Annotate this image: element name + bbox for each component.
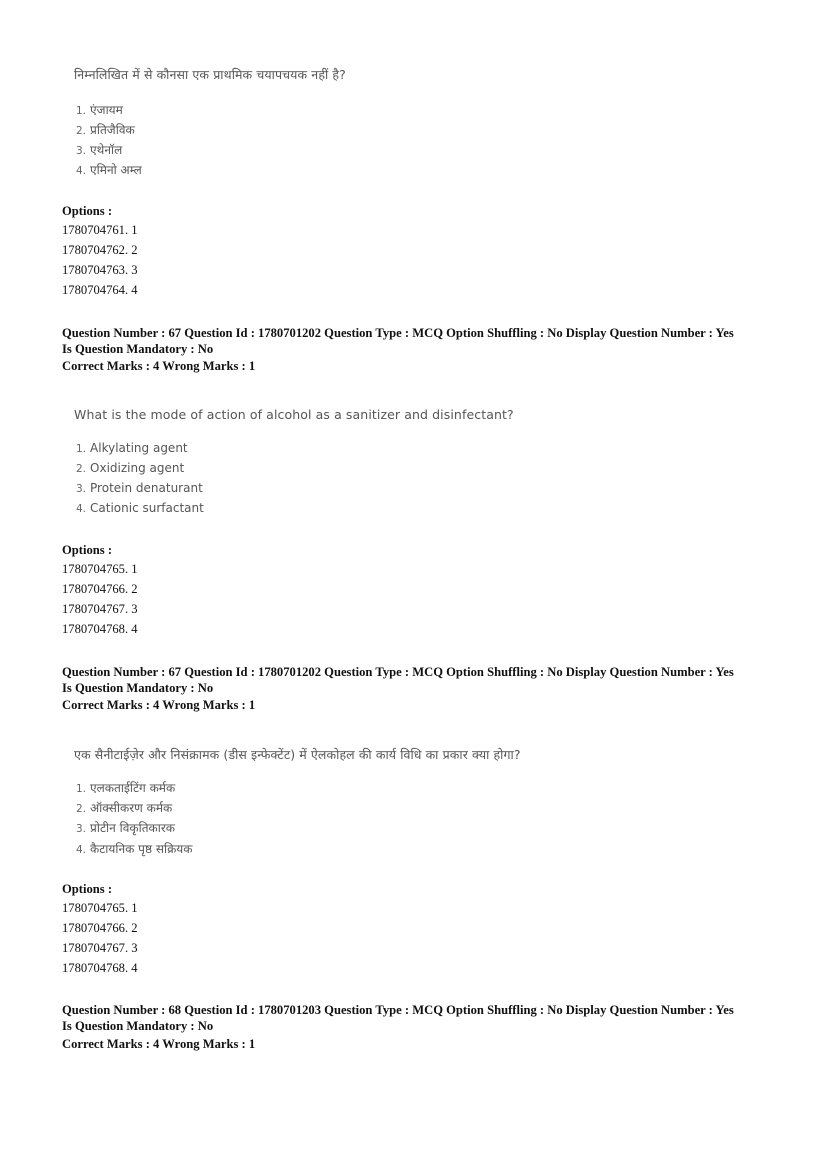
answer-choice: 4. Cationic surfactant <box>76 501 204 515</box>
option-id: 1780704768. 4 <box>62 622 138 636</box>
question-text: निम्नलिखित में से कौनसा एक प्राथमिक चयापचयक नहीं है? <box>74 67 346 82</box>
answer-choice: 3. Protein denaturant <box>76 481 203 495</box>
question-header: Question Number : 68 Question Id : 1780701203 Question Type : MCQ Option Shuffling : No Display Question Number : Yes <box>62 1003 734 1017</box>
answer-choice: 2. ऑक्सीकरण कर्मक <box>76 801 173 815</box>
answer-choice: 1. Alkylating agent <box>76 441 188 455</box>
question-text: What is the mode of action of alcohol as a sanitizer and disinfectant? <box>74 407 514 422</box>
option-id: 1780704765. 1 <box>62 901 138 915</box>
answer-choice: 2. Oxidizing agent <box>76 461 185 475</box>
answer-choice: 2. प्रतिजैविक <box>76 123 135 137</box>
marks-line: Correct Marks : 4 Wrong Marks : 1 <box>62 1037 256 1051</box>
mandatory-line: Is Question Mandatory : No <box>62 681 214 695</box>
question-header: Question Number : 67 Question Id : 1780701202 Question Type : MCQ Option Shuffling : No Display Question Number : Yes <box>62 326 734 340</box>
options-label: Options : <box>62 204 113 218</box>
answer-choice: 3. प्रोटीन विकृतिकारक <box>76 821 175 835</box>
mandatory-line: Is Question Mandatory : No <box>62 342 214 356</box>
option-id: 1780704766. 2 <box>62 582 138 596</box>
marks-line: Correct Marks : 4 Wrong Marks : 1 <box>62 698 256 712</box>
answer-choice: 1. एलकताईटिंग कर्मक <box>76 781 176 795</box>
answer-choice: 4. एमिनो अम्ल <box>76 163 142 177</box>
question-header: Question Number : 67 Question Id : 1780701202 Question Type : MCQ Option Shuffling : No Display Question Number : Yes <box>62 665 734 679</box>
answer-choice: 3. एथेनॉल <box>76 143 123 157</box>
option-id: 1780704766. 2 <box>62 921 138 935</box>
mandatory-line: Is Question Mandatory : No <box>62 1019 214 1033</box>
option-id: 1780704763. 3 <box>62 263 138 277</box>
option-id: 1780704767. 3 <box>62 602 138 616</box>
option-id: 1780704764. 4 <box>62 283 138 297</box>
options-label: Options : <box>62 543 113 557</box>
option-id: 1780704762. 2 <box>62 243 138 257</box>
answer-choice: 1. एंजायम <box>76 103 123 117</box>
marks-line: Correct Marks : 4 Wrong Marks : 1 <box>62 359 256 373</box>
option-id: 1780704767. 3 <box>62 941 138 955</box>
question-text: एक सैनीटाईज़ेर और निसंक्रामक (डीस इन्फेक्टेंट) में ऐलकोहल की कार्य विधि का प्रकार क्या होगा? <box>74 747 521 762</box>
option-id: 1780704765. 1 <box>62 562 138 576</box>
answer-choice: 4. कैटायनिक पृष्ठ सक्रियक <box>76 842 193 856</box>
options-label: Options : <box>62 882 113 896</box>
option-id: 1780704761. 1 <box>62 223 138 237</box>
option-id: 1780704768. 4 <box>62 961 138 975</box>
